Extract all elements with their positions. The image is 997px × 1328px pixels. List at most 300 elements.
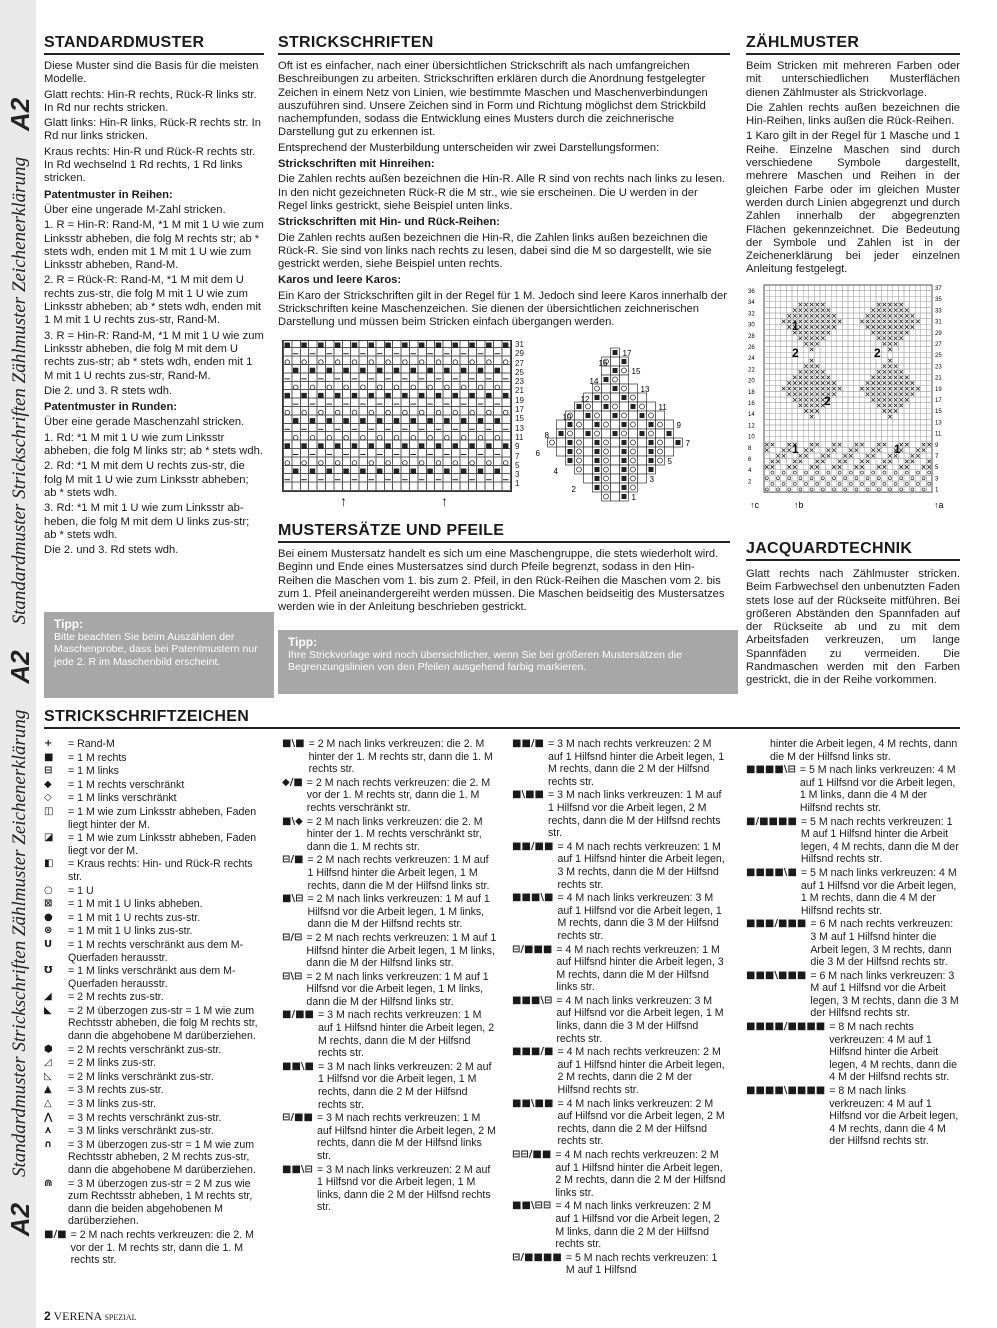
- chart-cell: [584, 420, 593, 429]
- knit-stitch-mark: [487, 461, 492, 466]
- tip-box: [44, 612, 274, 698]
- symbol-description: = 1 M links: [68, 765, 119, 778]
- chart-cell: [638, 402, 647, 411]
- knit-stitch-mark: [318, 343, 324, 349]
- knit-stitch-mark: [444, 418, 450, 424]
- knit-symbol-icon: ■■■\■■■: [746, 969, 807, 981]
- sidebar-text: Standardmuster Strickschriften Zählmuster Zeichenerklärung: [9, 156, 30, 625]
- symbol-description: = 3 M nach links verkreuzen: 2 M auf 1 Hilfsnd vor die Arbeit legen, 1 M links, dann die 2 M der Hilfsnd rechts str.: [316, 1163, 491, 1214]
- chart-cell: [602, 456, 611, 465]
- knit-stitch-mark: [344, 385, 349, 390]
- knit-symbol-icon: ■■■/■: [512, 1046, 554, 1058]
- area-number: 1: [894, 442, 901, 456]
- knit-symbol-icon: ⊟⊟/■■: [512, 1149, 552, 1160]
- area-number: 1: [792, 319, 799, 333]
- paragraph: 2. R = Rück-R: Rand-M, *1 M mit dem U rechts zus-str, die folg M mit 1 U wie zum Linksstr abheben; ab * stets wdh, enden mit 1 M mit 1 U rechts zus-str, Rand-M.: [44, 274, 262, 327]
- row-number: 1: [515, 479, 520, 489]
- knit-stitch-mark: [613, 431, 618, 436]
- symbol-entry: [282, 893, 497, 931]
- row-number: 15: [515, 414, 524, 424]
- chart-cell: [575, 411, 584, 420]
- row-number: 11: [935, 431, 942, 438]
- knit-stitch-mark: [577, 404, 582, 409]
- knit-stitch-mark: [377, 435, 382, 440]
- symbol-entry: [282, 1112, 497, 1162]
- row-number: 36: [748, 289, 755, 295]
- knit-stitch-mark: [622, 458, 627, 463]
- knit-symbol-icon: ⋏: [44, 1125, 53, 1137]
- knit-stitch-mark: [649, 458, 654, 463]
- symbol-description: = 2 M nach rechts verkreuzen: die 2. M vor der 1. M rechts str, dann die 1. M rechts verschränkt str.: [306, 776, 491, 814]
- knit-stitch-mark: [613, 350, 618, 355]
- symbol-entry: [512, 1046, 727, 1096]
- row-number: 6: [748, 457, 752, 463]
- chart-cell: [602, 438, 611, 447]
- count-pattern-chart: [746, 283, 946, 523]
- paragraph: Entsprechend der Musterbildung unterscheiden wir zwei Darstellungsformen:: [278, 141, 660, 154]
- knit-stitch-mark: [469, 443, 475, 449]
- knit-stitch-mark: [595, 449, 600, 454]
- knit-stitch-mark: [293, 418, 299, 424]
- paragraph: Glatt links: Hin-R links, Rück-R rechts str. In Rd nur links stricken.: [44, 117, 261, 143]
- knit-stitch-mark: [478, 385, 483, 390]
- chart-cell: [629, 447, 638, 456]
- knit-stitch-mark: [486, 443, 492, 449]
- chart-cell: [584, 465, 593, 474]
- symbol-description: = 1 M wie zum Linksstr abheben, Faden liegt vor der M.: [68, 832, 257, 857]
- knit-symbol-icon: ◣: [44, 1004, 52, 1016]
- paragraph: 1. R = Hin-R: Rand-M, *1 M mit 1 U wie zum Linksstr abheben, die folg M rechts str; ab * stets wdh, enden mit 1 M mit 1 U wie zum Linksstr abheben, Rand-M.: [44, 219, 264, 272]
- area-number: 1: [792, 442, 799, 456]
- knit-stitch-mark: [394, 435, 399, 440]
- chart-cell: [611, 483, 620, 492]
- symbol-entry: [512, 841, 727, 891]
- knit-stitch-mark: [419, 461, 424, 466]
- knit-stitch-mark: [586, 431, 591, 436]
- row-number: 3: [649, 475, 654, 484]
- knit-stitch-mark: [595, 440, 600, 445]
- symbol-description: = 5 M nach links verkreuzen: 4 M auf 1 Hilfsnd vor die Arbeit legen, 1 M links, dann die 4 M der Hilfsnd rechts str.: [799, 764, 956, 814]
- row-number: 8: [544, 431, 549, 440]
- chart-cell: [629, 411, 638, 420]
- knit-stitch-mark: [360, 418, 366, 424]
- chart-cell: [620, 429, 629, 438]
- chart-cell: [656, 456, 665, 465]
- knit-symbol-icon: ⊟: [44, 765, 53, 777]
- chart-cell: [656, 429, 665, 438]
- chart-cell: [566, 429, 575, 438]
- knit-stitch-mark: [428, 385, 433, 390]
- knit-symbol-icon: ■■\⊟⊟: [512, 1200, 552, 1212]
- knit-stitch-mark: [352, 461, 357, 466]
- chart-cell: [629, 384, 638, 393]
- symbol-description: = 2 M nach rechts verkreuzen: 1 M auf 1 Hilfsnd hinter die Arbeit legen, 1 M links, dann die M der Hilfsnd links str.: [306, 931, 497, 970]
- row-number: 21: [935, 375, 942, 382]
- paragraph: Oft ist es einfacher, nach einer übersichtlichen Strickschrift als nach umfangreichen Beschreibungen zu arbeiten. Strickschriften erklären durch die Anordnung festgelegter Zeichen in einem Netz von Linien, wie bestimmte Maschen und Maschenverbindungen auszuführen sind. Unsere Zeichen sind in Form und Richtung möglichst dem Strickbild nachempfunden, sodass die Entwicklung eines Musters durch die zeichnerische Darstellung gut zu erkennen ist.: [278, 60, 708, 139]
- symbol-entry: [746, 867, 960, 917]
- symbol-entry: [282, 816, 497, 854]
- symbol-description: = 1 M rechts verschränkt: [68, 778, 185, 791]
- chart-cell: [611, 474, 620, 483]
- knit-stitch-mark: [310, 435, 315, 440]
- knit-stitch-mark: [604, 377, 609, 382]
- knit-symbol-icon: ■: [44, 751, 54, 763]
- knit-stitch-mark: [595, 422, 600, 427]
- knit-stitch-mark: [386, 461, 391, 466]
- symbol-entry: [44, 738, 264, 751]
- row-number: 13: [515, 423, 524, 433]
- knit-stitch-mark: [559, 431, 564, 436]
- knit-stitch-mark: [302, 360, 307, 365]
- chart-cell: [638, 465, 647, 474]
- knit-stitch-mark: [360, 368, 366, 374]
- knit-stitch-mark: [469, 393, 475, 399]
- paragraph: Glatt rechts: Hin-R rechts, Rück-R links str. In Rd nur rechts stricken.: [44, 88, 257, 114]
- row-number: 16: [598, 359, 608, 368]
- chart-cell: [620, 375, 629, 384]
- paragraph: 1. Rd: *1 M mit 1 U wie zum Linksstr abheben, die folg M links str; ab * stets wdh.: [44, 431, 263, 458]
- knit-stitch-mark: [613, 368, 618, 373]
- row-number: 14: [589, 377, 599, 386]
- row-number: 26: [748, 345, 755, 351]
- jacquard-column: [746, 568, 960, 690]
- chart-cell: [584, 456, 593, 465]
- symbol-description: = 1 M mit 1 U links abheben.: [68, 898, 203, 911]
- knit-stitch-mark: [640, 413, 645, 418]
- row-number: 18: [748, 389, 755, 396]
- paragraph: Beim Stricken mit mehreren Farben oder mit unterschiedlichen Musterflächen dienen Zählmuster als Strickvorlage.: [746, 60, 960, 99]
- row-number: 7: [685, 439, 690, 448]
- knit-stitch-mark: [622, 494, 627, 499]
- knit-stitch-mark: [352, 410, 357, 415]
- chart-cell: [602, 411, 611, 420]
- row-number: 7: [515, 451, 520, 461]
- knit-stitch-mark: [461, 469, 467, 475]
- knit-stitch-mark: [427, 418, 433, 424]
- knit-stitch-mark: [667, 431, 672, 436]
- knit-stitch-mark: [478, 469, 484, 475]
- knit-stitch-mark: [436, 461, 441, 466]
- knit-symbol-icon: ■\◆: [282, 815, 303, 827]
- symbol-entry: [44, 1125, 264, 1138]
- chart-cell: [629, 429, 638, 438]
- knit-stitch-mark: [335, 393, 341, 399]
- row-number: 24: [748, 356, 755, 363]
- symbol-list: [282, 738, 497, 1215]
- row-number: 32: [748, 311, 755, 318]
- symbol-description: = 1 M rechts verschränkt aus dem M-Querfaden herausstr.: [68, 938, 244, 964]
- symbol-description: = Kraus rechts: Hin- und Rück-R rechts str.: [68, 858, 253, 883]
- knit-stitch-mark: [343, 418, 349, 424]
- knit-stitch-mark: [285, 360, 290, 365]
- knit-stitch-mark: [444, 368, 450, 374]
- paragraph: Glatt rechts nach Zählmuster stricken. Beim Farbwechsel den unbenutzten Faden stets lose auf der Rückseite mitführen. Bei größeren Abständen den Spannfaden auf der Rückseite ab und zu mit dem Arbeitsfaden verkreuzen, um lange Spannfäden zu vermeiden. Die Randmaschen werden mit den Farben gestrickt, die in der Reihe vorkommen.: [746, 568, 960, 687]
- knit-symbol-icon: ○: [44, 884, 53, 896]
- knitting-chart-rows: [282, 340, 512, 492]
- symbol-entry: [512, 1252, 727, 1277]
- knit-symbol-icon: ⊟/■■■: [512, 943, 553, 955]
- symbol-entry: [282, 777, 497, 815]
- knit-stitch-mark: [649, 449, 654, 454]
- row-number: 15: [935, 409, 942, 416]
- row-number: 5: [935, 465, 939, 472]
- knit-symbol-icon: ⬢: [44, 1043, 53, 1055]
- knit-stitch-mark: [436, 343, 442, 349]
- knit-stitch-mark: [302, 461, 307, 466]
- row-number: 35: [935, 297, 942, 304]
- knit-stitch-mark: [503, 461, 508, 466]
- knit-stitch-mark: [310, 368, 316, 374]
- symbol-description: = 1 U: [68, 884, 94, 897]
- knit-symbol-icon: ◆/■: [282, 776, 303, 788]
- knit-symbol-icon: ■■■■\⊟: [746, 764, 796, 776]
- chart-cell: [620, 384, 629, 393]
- knit-stitch-mark: [403, 410, 408, 415]
- row-number: 10: [748, 434, 755, 441]
- chart-cell: [620, 402, 629, 411]
- row-number: 8: [748, 445, 752, 452]
- chart-cell: [611, 375, 620, 384]
- knit-stitch-mark: [352, 343, 358, 349]
- chart-cell: [557, 447, 566, 456]
- symbol-description: = 2 M nach links verkreuzen: 1 M auf 1 Hilfsnd vor die Arbeit legen, 1 M links, dann die M der Hilfsnd rechts str.: [307, 893, 490, 931]
- row-number: 9: [515, 442, 520, 452]
- tip-label: Tipp:: [288, 635, 318, 649]
- chart-symbols: [283, 341, 511, 491]
- symbol-entry: [282, 854, 497, 892]
- row-number: 2: [748, 479, 752, 486]
- knit-stitch-mark: [361, 385, 366, 390]
- knit-symbol-icon: ⋀: [44, 1111, 53, 1123]
- symbol-description: = 3 M links zus-str.: [68, 1098, 157, 1111]
- knit-stitch-mark: [470, 410, 475, 415]
- knit-symbol-icon: ◺: [44, 1070, 52, 1082]
- symbol-description: = 5 M nach rechts verkreuzen: 1 M auf 1 Hilfsnd hinter die Arbeit legen, 4 M rechts, dann die M der Hilfsnd rechts str.: [800, 815, 959, 866]
- knit-stitch-mark: [478, 418, 484, 424]
- chart-cell: [647, 429, 656, 438]
- chart-cell: [602, 492, 611, 501]
- knit-stitch-mark: [310, 385, 315, 390]
- knit-stitch-mark: [622, 440, 627, 445]
- chart-cell: [638, 438, 647, 447]
- knit-stitch-mark: [301, 393, 307, 399]
- symbol-entry: [44, 965, 264, 990]
- row-number: 11: [658, 403, 667, 412]
- row-number: 17: [515, 405, 524, 415]
- knit-stitch-mark: [302, 410, 307, 415]
- chart-cell: [611, 438, 620, 447]
- paragraph: Kraus rechts: Hin-R und Rück-R rechts str. In Rd wechselnd 1 Rd rechts, 1 Rd links stricken.: [44, 145, 256, 185]
- symbol-entry: [282, 1009, 497, 1059]
- knit-stitch-mark: [419, 343, 425, 349]
- chart-cell: [638, 474, 647, 483]
- row-number: 13: [935, 420, 942, 427]
- paragraph: Ein Karo der Strickschriften gilt in der Regel für 1 M. Jedoch sind leere Karos innerhalb der Strickschriften keine Maschenzeichen. Sie dienen der übersichtlichen zeichnerischen Darstellung und müssen beim Stricken einfach übergangen werden.: [278, 289, 727, 329]
- knit-stitch-mark: [595, 458, 600, 463]
- knit-symbol-icon: ◆: [44, 778, 52, 790]
- knit-stitch-mark: [461, 418, 467, 424]
- knit-stitch-mark: [503, 393, 509, 399]
- knit-stitch-mark: [445, 435, 450, 440]
- knit-stitch-mark: [385, 343, 391, 349]
- symbol-entry: [44, 1178, 264, 1228]
- symbol-entry: [512, 1200, 727, 1250]
- row-number: 10: [562, 413, 572, 422]
- knit-stitch-mark: [285, 393, 291, 399]
- knit-stitch-mark: [436, 443, 442, 449]
- chart-cell: [611, 492, 620, 501]
- knit-stitch-mark: [436, 410, 441, 415]
- knit-stitch-mark: [402, 443, 408, 449]
- chart-cell: [638, 393, 647, 402]
- row-number: 33: [935, 308, 942, 315]
- chart-cell: [602, 465, 611, 474]
- knit-symbol-icon: ◧: [44, 858, 54, 870]
- knit-stitch-mark: [568, 422, 573, 427]
- row-number: 6: [535, 449, 540, 458]
- knit-stitch-mark: [369, 343, 375, 349]
- knit-stitch-mark: [386, 410, 391, 415]
- symbol-entry: [512, 1098, 727, 1148]
- knit-stitch-mark: [352, 393, 358, 399]
- chart-cell: [611, 465, 620, 474]
- row-number: 28: [748, 333, 755, 340]
- chart-cell: [647, 402, 656, 411]
- knit-stitch-mark: [453, 393, 459, 399]
- knit-stitch-mark: [327, 418, 333, 424]
- knit-symbol-icon: ■■/■: [512, 738, 544, 749]
- knit-stitch-mark: [335, 443, 341, 449]
- chart-cell: [557, 438, 566, 447]
- symbol-entry: [44, 1139, 264, 1177]
- chart-cell: [638, 447, 647, 456]
- symbol-description: = 3 M nach links verkreuzen: 2 M auf 1 Hilfsnd vor die Arbeit legen, 1 M rechts, dann die 2 M der Hilfsnd rechts str.: [318, 1060, 492, 1111]
- knit-stitch-mark: [285, 343, 291, 349]
- row-number: 25: [515, 367, 524, 377]
- paragraph: Bei einem Mustersatz handelt es sich um eine Maschengruppe, die stets wiederholt wird. Beginn und Ende eines Mustersatzes sind durch Pfeile begrenzt, sodass in den Hin-Reihen die Maschen vom 1. bis zum 2. Pfeil, in den Rück-Reihen die Maschen vom 2. bis zum 1. Pfeil aneinandergereiht werden müssen. Die Maschen beidseitig des Mustersatzes werden wie in der Anleitung beschrieben gestrickt.: [278, 548, 725, 614]
- knit-symbol-icon: ◪: [44, 832, 54, 844]
- knit-symbol-icon: ◇: [44, 792, 52, 804]
- symbol-description: = 3 M links verschränkt zus-str.: [68, 1125, 214, 1138]
- knit-stitch-mark: [402, 343, 408, 349]
- row-number: 30: [748, 322, 755, 329]
- chart-cell: [620, 411, 629, 420]
- knit-stitch-mark: [369, 360, 374, 365]
- standardmuster-column: [44, 60, 264, 559]
- symbol-description: = 4 M nach rechts verkreuzen: 1 M auf Hilfsnd hinter die Arbeit legen, 3 M rechts, dann die M der Hilfsnd links str.: [556, 943, 724, 994]
- heading-mustersaetze: MUSTERSÄTZE UND PFEILE: [278, 522, 730, 543]
- symbol-entry: [44, 898, 264, 911]
- knit-stitch-mark: [319, 360, 324, 365]
- chart-cell: [665, 447, 674, 456]
- chart-cell: [665, 438, 674, 447]
- knit-stitch-mark: [369, 461, 374, 466]
- paragraph: Die 2. und 3. R stets wdh.: [44, 384, 173, 397]
- paragraph: Diese Muster sind die Basis für die meisten Modelle.: [44, 60, 259, 86]
- paragraph: Über eine ungerade M-Zahl stricken.: [44, 203, 226, 216]
- knit-stitch-mark: [293, 469, 299, 475]
- knit-symbol-icon: ■\⊟: [282, 893, 304, 905]
- knit-stitch-mark: [411, 368, 417, 374]
- tip-label: Tipp:: [54, 617, 84, 631]
- chart-cell: [602, 384, 611, 393]
- knit-stitch-mark: [394, 385, 399, 390]
- arrow-label: ↑b: [794, 500, 804, 511]
- knit-stitch-mark: [436, 360, 441, 365]
- knit-stitch-mark: [403, 461, 408, 466]
- knit-stitch-mark: [377, 385, 382, 390]
- knit-stitch-mark: [377, 418, 383, 424]
- symbol-entry: [746, 738, 960, 763]
- knit-stitch-mark: [453, 461, 458, 466]
- symbol-description: = 4 M nach rechts verkreuzen: 1 M auf 1 Hilfsnd hinter die Arbeit legen, 3 M rechts, dann die M der Hilfsnd rechts str.: [557, 840, 725, 891]
- knit-symbol-icon: Ʊ: [44, 965, 53, 977]
- symbol-description: = 8 M nach links verkreuzen: 4 M auf 1 Hilfsnd vor die Arbeit legen, 4 M rechts, dann die 4 M der Hilfsnd rechts str.: [829, 1085, 959, 1148]
- knit-stitch-mark: [369, 410, 374, 415]
- chart-cell: [611, 456, 620, 465]
- knit-stitch-mark: [613, 386, 618, 391]
- knit-stitch-mark: [445, 385, 450, 390]
- knit-symbol-icon: △: [44, 1098, 52, 1110]
- paragraph: 3. R = Hin-R: Rand-M, *1 M mit 1 U wie zum Linksstr abheben, die folg M mit dem U rechts zus-str; ab * stets wdh, enden mit 1 M mit 1 U rechts zus-str, Rand-M.: [44, 329, 264, 382]
- knit-symbol-icon: ■■\⊟: [282, 1163, 313, 1175]
- tip-box: [278, 630, 738, 694]
- knit-stitch-mark: [613, 413, 618, 418]
- knit-stitch-mark: [495, 368, 501, 374]
- row-number: 12: [580, 395, 590, 404]
- knit-stitch-mark: [631, 404, 636, 409]
- knit-stitch-mark: [470, 461, 475, 466]
- symbol-description: = 4 M nach links verkreuzen: 3 M auf Hilfsnd vor die Arbeit legen, 1 M links, dann die 3 M der Hilfsnd rechts str.: [556, 994, 724, 1045]
- knit-symbol-icon: ∩: [44, 1138, 53, 1150]
- knit-stitch-mark: [622, 449, 627, 454]
- knit-symbol-icon: ■■■\■: [512, 892, 554, 904]
- knit-stitch-mark: [495, 435, 500, 440]
- chart-cell: [656, 447, 665, 456]
- knit-stitch-mark: [649, 440, 654, 445]
- row-number: 19: [935, 386, 942, 393]
- knit-symbol-icon: ⊟\⊟: [282, 970, 303, 982]
- heading-strickschriften: STRICKSCHRIFTEN: [278, 34, 730, 55]
- symbol-description: = 2 M nach links verkreuzen: die 2. M hinter der 1. M rechts verschränkt str, dann die 1. M rechts str.: [306, 815, 483, 853]
- knit-stitch-mark: [293, 385, 298, 390]
- knit-stitch-mark: [495, 385, 500, 390]
- symbol-description: = 8 M nach rechts verkreuzen: 4 M auf 1 Hilfsnd hinter die Arbeit legen, 4 M rechts, dann die 4 M der Hilfsnd rechts str.: [829, 1021, 958, 1084]
- knit-symbol-icon: ■■/■■: [512, 840, 554, 852]
- paragraph: Die Zahlen rechts außen bezeichnen die Hin-R. Alle R sind von rechts nach links zu lesen. In den nicht gezeichneten Rück-R die M str., wie sie erscheinen. Die U werden in der Regel links gestrickt, siehe Beispiel unten links.: [278, 173, 726, 212]
- paragraph: Die Zahlen rechts außen bezeichnen die Hin-R, die Zahlen links außen bezeichnen die Rück-R. Sie sind von links nach rechts zu lesen, dabei sind die M so dargestellt, wie sie gestrickt werden, siehe Beispiel unten rechts.: [278, 231, 712, 271]
- symbol-description: = 1 M mit 1 U rechts zus-str.: [68, 911, 201, 924]
- symbol-description: = 3 M nach rechts verkreuzen: 2 M auf 1 Hilfsnd hinter die Arbeit legen, 1 M rechts, dann die 2 M der Hilfsnd rechts str.: [548, 738, 725, 788]
- symbol-description: = 6 M nach links verkreuzen: 3 M auf 1 Hilfsnd vor die Arbeit legen, 3 M rechts, dann die 3 M der Hilfsnd rechts str.: [810, 969, 959, 1020]
- knit-stitch-mark: [461, 435, 466, 440]
- row-number: 29: [935, 330, 942, 337]
- symbol-entry: [44, 925, 264, 938]
- symbol-entry: [44, 939, 264, 964]
- symbol-entry: [282, 971, 497, 1009]
- knit-symbol-icon: ■■\■: [282, 1060, 314, 1072]
- knit-stitch-mark: [595, 395, 600, 400]
- row-number: 22: [748, 367, 755, 374]
- knit-stitch-mark: [411, 469, 417, 475]
- row-number: 19: [515, 395, 524, 405]
- knit-stitch-mark: [503, 443, 509, 449]
- knit-stitch-mark: [335, 410, 340, 415]
- sidebar-code: A2: [4, 650, 35, 684]
- row-number: 17: [935, 398, 942, 404]
- symbol-entry: [512, 892, 727, 942]
- knit-stitch-mark: [503, 343, 509, 349]
